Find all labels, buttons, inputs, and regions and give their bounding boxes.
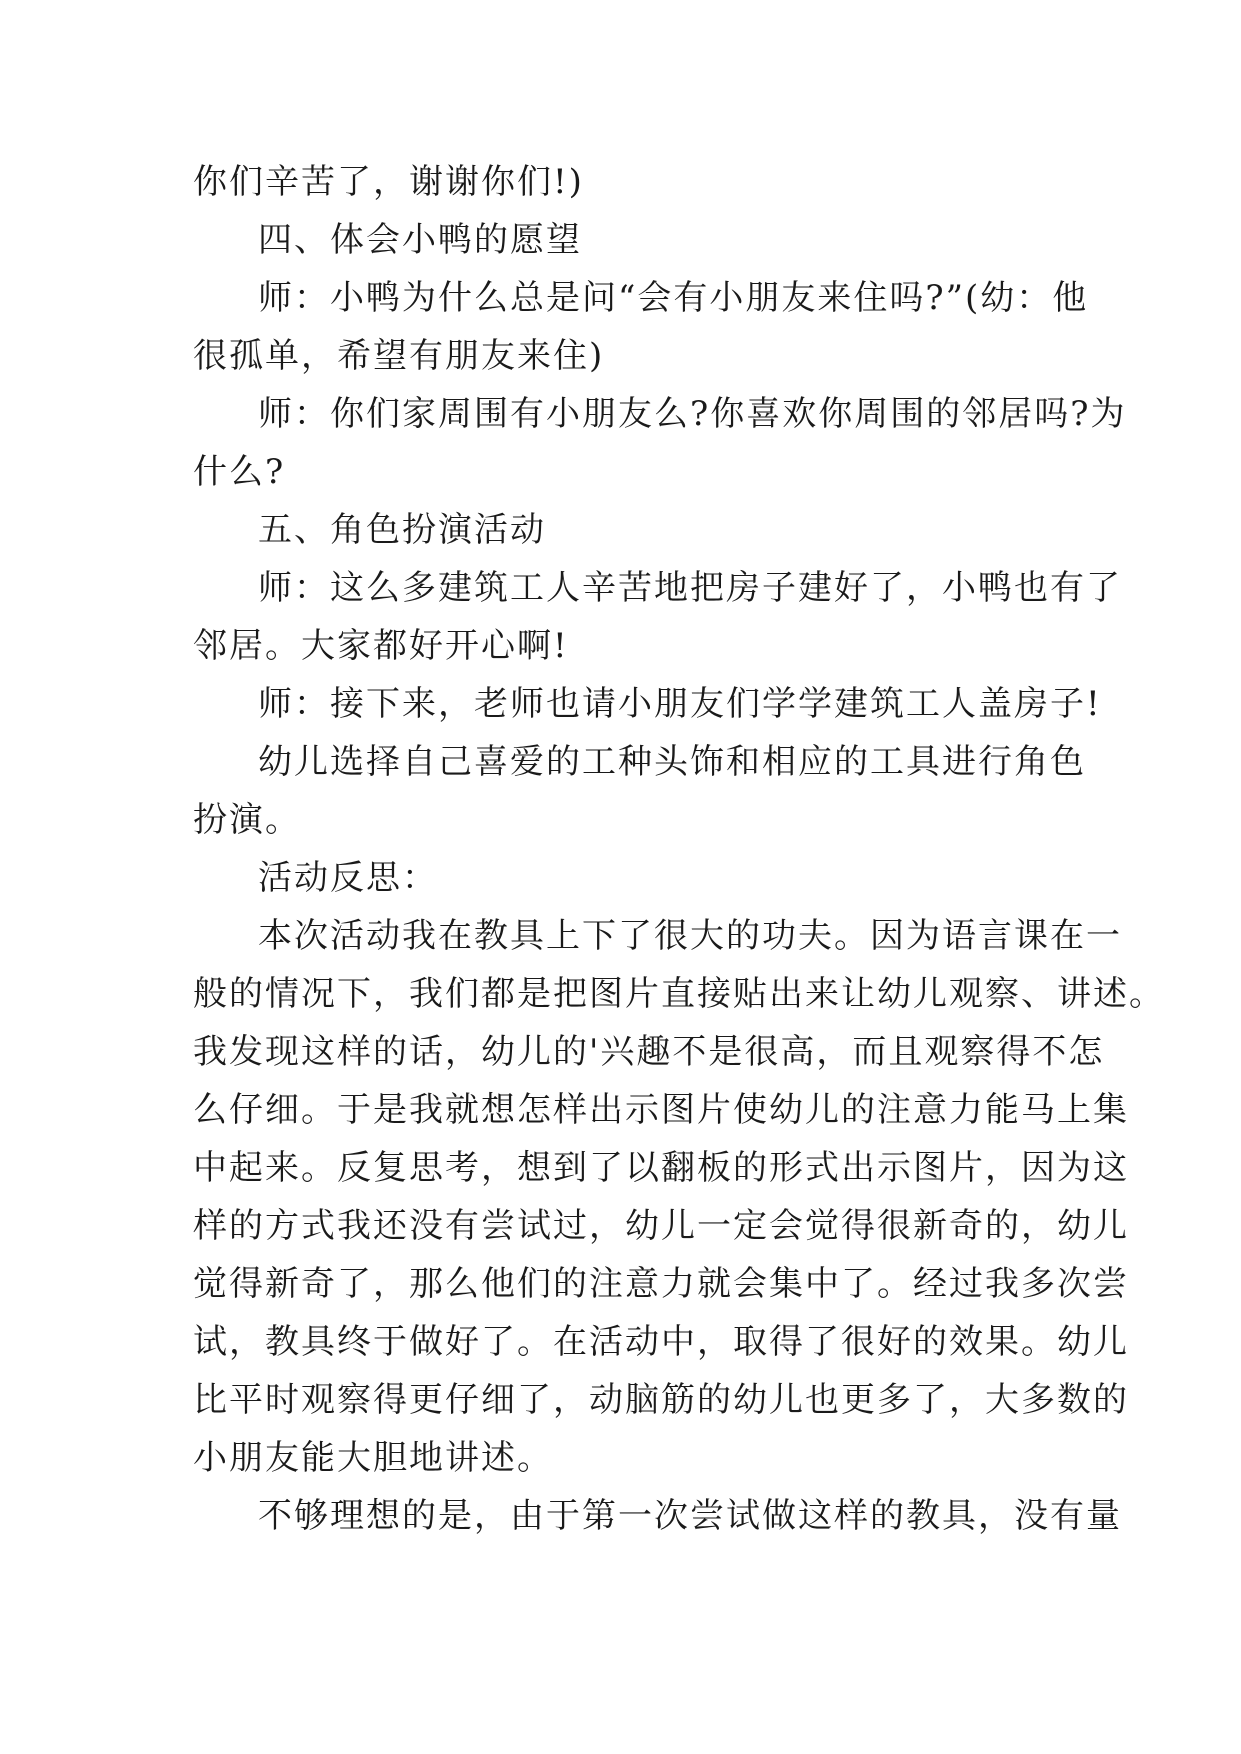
section-heading-4: 四、体会小鸭的愿望 — [258, 220, 582, 260]
text-line-24: 不够理想的是，由于第一次尝试做这样的教具，没有量 — [258, 1496, 1122, 1536]
text-line-3: 师：小鸭为什么总是问“会有小朋友来住吗?”(幼：他 — [258, 278, 1089, 318]
section-heading-reflection: 活动反思： — [258, 858, 438, 898]
text-line-6: 什么? — [193, 452, 286, 492]
text-line-23: 小朋友能大胆地讲述。 — [193, 1438, 553, 1478]
text-line-15: 般的情况下，我们都是把图片直接贴出来让幼儿观察、讲述。 — [193, 974, 1165, 1014]
text-line-21: 试，教具终于做好了。在活动中，取得了很好的效果。幼儿 — [193, 1322, 1129, 1362]
text-line-22: 比平时观察得更仔细了，动脑筋的幼儿也更多了，大多数的 — [193, 1380, 1129, 1420]
text-line-14: 本次活动我在教具上下了很大的功夫。因为语言课在一 — [258, 916, 1122, 956]
text-line-19: 样的方式我还没有尝试过，幼儿一定会觉得很新奇的，幼儿 — [193, 1206, 1129, 1246]
text-line-16: 我发现这样的话，幼儿的'兴趣不是很高，而且观察得不怎 — [193, 1032, 1105, 1072]
text-line-5: 师：你们家周围有小朋友么?你喜欢你周围的邻居吗?为 — [258, 394, 1127, 434]
text-line-10: 师：接下来，老师也请小朋友们学学建筑工人盖房子! — [258, 684, 1102, 724]
text-line-9: 邻居。大家都好开心啊! — [193, 626, 569, 666]
text-line-11: 幼儿选择自己喜爱的工种头饰和相应的工具进行角色 — [258, 742, 1086, 782]
section-heading-5: 五、角色扮演活动 — [258, 510, 546, 550]
text-line-12: 扮演。 — [193, 800, 301, 840]
text-line-18: 中起来。反复思考，想到了以翻板的形式出示图片，因为这 — [193, 1148, 1129, 1188]
text-line-8: 师：这么多建筑工人辛苦地把房子建好了，小鸭也有了 — [258, 568, 1122, 608]
text-line-1: 你们辛苦了，谢谢你们!) — [193, 162, 584, 202]
text-line-4: 很孤单，希望有朋友来住) — [193, 336, 605, 376]
text-line-20: 觉得新奇了，那么他们的注意力就会集中了。经过我多次尝 — [193, 1264, 1129, 1304]
text-line-17: 么仔细。于是我就想怎样出示图片使幼儿的注意力能马上集 — [193, 1090, 1129, 1130]
